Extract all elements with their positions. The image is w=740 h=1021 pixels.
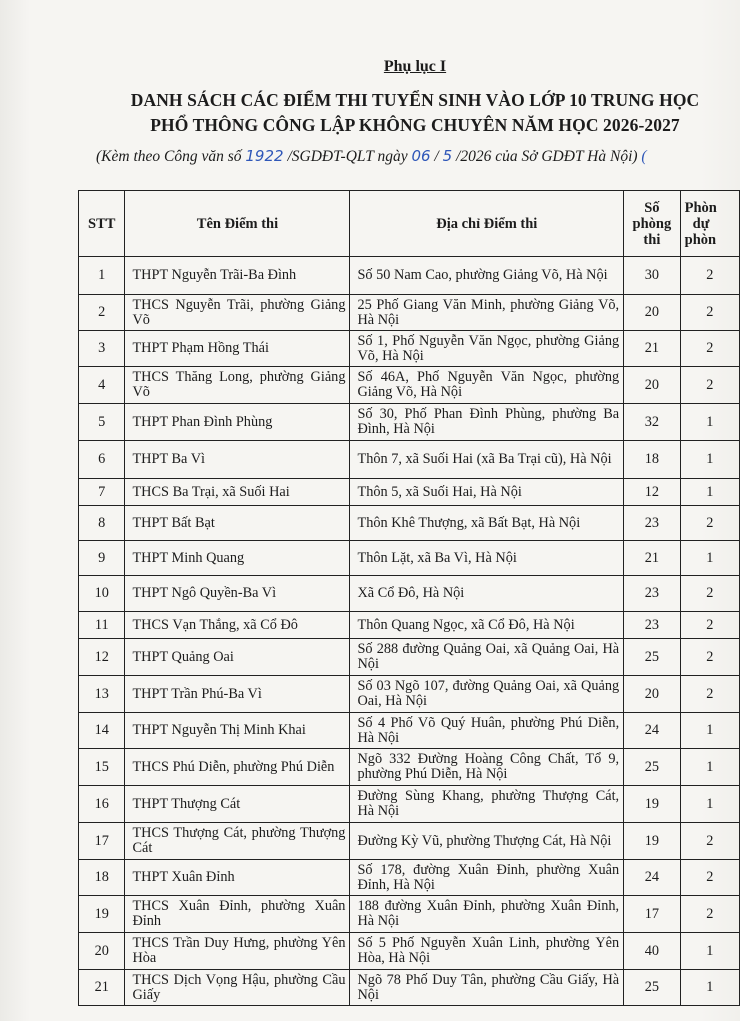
document-title-line-2: PHỔ THÔNG CÔNG LẬP KHÔNG CHUYÊN NĂM HỌC 2026-2027 [150, 115, 680, 135]
row-rooms: 17 [624, 896, 681, 933]
row-address: Ngõ 78 Phố Duy Tân, phường Cầu Giấy, Hà Nội [350, 970, 624, 1006]
row-address: Đường Sùng Khang, phường Thượng Cát, Hà Nội [350, 786, 624, 823]
table-row [79, 676, 740, 713]
row-extra: 1 [680, 749, 739, 786]
table-row [79, 506, 740, 541]
row-extra: 2 [680, 676, 739, 713]
row-extra: 2 [680, 295, 739, 331]
row-rooms: 21 [624, 331, 681, 367]
row-name: THPT Quảng Oai [125, 639, 350, 676]
exam-locations-table [78, 190, 740, 1006]
row-name: THCS Xuân Đỉnh, phường Xuân Đỉnh [125, 896, 350, 933]
table-row [79, 786, 740, 823]
row-stt: 20 [79, 933, 125, 970]
row-name: THCS Nguyễn Trãi, phường Giảng Võ [125, 295, 350, 331]
row-stt: 9 [79, 541, 125, 576]
row-address: Số 288 đường Quảng Oai, xã Quảng Oai, Hà Nội [350, 639, 624, 676]
row-rooms: 20 [624, 676, 681, 713]
row-extra: 2 [680, 823, 739, 860]
table-header-row [79, 191, 740, 257]
row-extra: 2 [680, 612, 739, 639]
row-name: THCS Phú Diễn, phường Phú Diễn [125, 749, 350, 786]
row-rooms: 32 [624, 404, 681, 441]
row-stt: 6 [79, 441, 125, 479]
column-header-address: Địa chỉ Điểm thi [350, 191, 624, 257]
row-extra: 2 [680, 860, 739, 896]
row-rooms: 21 [624, 541, 681, 576]
row-extra: 1 [680, 933, 739, 970]
row-name: THCS Thượng Cát, phường Thượng Cát [125, 823, 350, 860]
row-stt: 10 [79, 576, 125, 612]
row-extra: 2 [680, 576, 739, 612]
row-stt: 11 [79, 612, 125, 639]
row-rooms: 25 [624, 639, 681, 676]
row-extra: 2 [680, 639, 739, 676]
table-row [79, 639, 740, 676]
row-stt: 3 [79, 331, 125, 367]
row-stt: 15 [79, 749, 125, 786]
column-header-extra: Phòn dự phòn [680, 191, 739, 257]
row-stt: 13 [79, 676, 125, 713]
row-name: THPT Thượng Cát [125, 786, 350, 823]
row-rooms: 19 [624, 823, 681, 860]
document-reference: (Kèm theo Công văn số 1922 /SGDĐT-QLT ngày 06 / 5 /2026 của Sở GDĐT Hà Nội) ( [96, 147, 647, 165]
row-address: 188 đường Xuân Đỉnh, phường Xuân Đỉnh, Hà Nội [350, 896, 624, 933]
document-title-line-1: DANH SÁCH CÁC ĐIỂM THI TUYỂN SINH VÀO LỚP 10 TRUNG HỌC [130, 90, 700, 110]
row-name: THPT Nguyễn Trãi-Ba Đình [125, 257, 350, 295]
row-extra: 1 [680, 970, 739, 1006]
row-address: Thôn Quang Ngọc, xã Cổ Đô, Hà Nội [350, 612, 624, 639]
row-rooms: 20 [624, 367, 681, 404]
row-address: Số 30, Phố Phan Đình Phùng, phường Ba Đình, Hà Nội [350, 404, 624, 441]
row-address: Số 03 Ngõ 107, đường Quảng Oai, xã Quảng Oai, Hà Nội [350, 676, 624, 713]
table-row [79, 749, 740, 786]
table-row [79, 860, 740, 896]
row-extra: 2 [680, 257, 739, 295]
row-name: THPT Ngô Quyền-Ba Vì [125, 576, 350, 612]
row-rooms: 23 [624, 576, 681, 612]
row-rooms: 25 [624, 970, 681, 1006]
row-extra: 1 [680, 786, 739, 823]
row-address: Số 178, đường Xuân Đỉnh, phường Xuân Đỉnh, Hà Nội [350, 860, 624, 896]
row-rooms: 18 [624, 441, 681, 479]
row-rooms: 24 [624, 860, 681, 896]
row-rooms: 12 [624, 479, 681, 506]
row-extra: 1 [680, 479, 739, 506]
row-extra: 1 [680, 541, 739, 576]
row-stt: 5 [79, 404, 125, 441]
row-name: THPT Ba Vì [125, 441, 350, 479]
column-header-stt: STT [79, 191, 125, 257]
table-row [79, 713, 740, 749]
handwritten-document-number: 1922 [245, 147, 284, 165]
table-row [79, 970, 740, 1006]
row-stt: 18 [79, 860, 125, 896]
row-rooms: 23 [624, 612, 681, 639]
row-name: THPT Xuân Đỉnh [125, 860, 350, 896]
table-row [79, 367, 740, 404]
table-row [79, 576, 740, 612]
row-stt: 14 [79, 713, 125, 749]
row-address: Thôn 7, xã Suối Hai (xã Ba Trại cũ), Hà Nội [350, 441, 624, 479]
row-stt: 2 [79, 295, 125, 331]
row-extra: 1 [680, 713, 739, 749]
table-row [79, 441, 740, 479]
table-row [79, 404, 740, 441]
row-stt: 4 [79, 367, 125, 404]
column-header-rooms: Số phòng thi [624, 191, 681, 257]
row-rooms: 23 [624, 506, 681, 541]
row-name: THCS Trần Duy Hưng, phường Yên Hòa [125, 933, 350, 970]
row-address: Thôn Khê Thượng, xã Bất Bạt, Hà Nội [350, 506, 624, 541]
row-stt: 16 [79, 786, 125, 823]
table-row [79, 479, 740, 506]
row-extra: 1 [680, 441, 739, 479]
row-address: Ngõ 332 Đường Hoàng Công Chất, Tổ 9, phường Phú Diễn, Hà Nội [350, 749, 624, 786]
row-name: THPT Minh Quang [125, 541, 350, 576]
row-stt: 7 [79, 479, 125, 506]
row-name: THPT Phan Đình Phùng [125, 404, 350, 441]
row-rooms: 25 [624, 749, 681, 786]
row-stt: 17 [79, 823, 125, 860]
row-address: Số 50 Nam Cao, phường Giảng Võ, Hà Nội [350, 257, 624, 295]
row-rooms: 20 [624, 295, 681, 331]
handwritten-month: 5 [442, 147, 453, 165]
row-rooms: 30 [624, 257, 681, 295]
row-address: Số 1, Phố Nguyễn Văn Ngọc, phường Giảng Võ, Hà Nội [350, 331, 624, 367]
row-name: THCS Vạn Thắng, xã Cổ Đô [125, 612, 350, 639]
row-extra: 1 [680, 404, 739, 441]
row-stt: 8 [79, 506, 125, 541]
appendix-heading: Phụ lục I [383, 58, 447, 75]
row-extra: 2 [680, 367, 739, 404]
handwritten-day: 06 [411, 147, 431, 165]
row-extra: 2 [680, 896, 739, 933]
table-row [79, 257, 740, 295]
row-stt: 21 [79, 970, 125, 1006]
row-name: THCS Ba Trại, xã Suối Hai [125, 479, 350, 506]
row-extra: 2 [680, 331, 739, 367]
row-address: Thôn 5, xã Suối Hai, Hà Nội [350, 479, 624, 506]
row-address: 25 Phố Giang Văn Minh, phường Giảng Võ, Hà Nội [350, 295, 624, 331]
row-address: Đường Kỳ Vũ, phường Thượng Cát, Hà Nội [350, 823, 624, 860]
table-row [79, 295, 740, 331]
row-stt: 12 [79, 639, 125, 676]
row-name: THCS Dịch Vọng Hậu, phường Cầu Giấy [125, 970, 350, 1006]
table-row [79, 823, 740, 860]
column-header-name: Tên Điểm thi [125, 191, 350, 257]
row-name: THCS Thăng Long, phường Giảng Võ [125, 367, 350, 404]
row-name: THPT Phạm Hồng Thái [125, 331, 350, 367]
row-address: Số 4 Phố Võ Quý Huân, phường Phú Diễn, Hà Nội [350, 713, 624, 749]
table-row [79, 933, 740, 970]
row-extra: 2 [680, 506, 739, 541]
row-name: THPT Bất Bạt [125, 506, 350, 541]
row-rooms: 40 [624, 933, 681, 970]
row-name: THPT Nguyễn Thị Minh Khai [125, 713, 350, 749]
row-rooms: 19 [624, 786, 681, 823]
row-name: THPT Trần Phú-Ba Vì [125, 676, 350, 713]
table-row [79, 896, 740, 933]
row-address: Số 46A, Phố Nguyễn Văn Ngọc, phường Giảng Võ, Hà Nội [350, 367, 624, 404]
row-stt: 19 [79, 896, 125, 933]
table-row [79, 612, 740, 639]
row-address: Thôn Lặt, xã Ba Vì, Hà Nội [350, 541, 624, 576]
row-address: Số 5 Phố Nguyễn Xuân Linh, phường Yên Hòa, Hà Nội [350, 933, 624, 970]
row-address: Xã Cổ Đô, Hà Nội [350, 576, 624, 612]
table-row [79, 331, 740, 367]
table-row [79, 541, 740, 576]
row-stt: 1 [79, 257, 125, 295]
row-rooms: 24 [624, 713, 681, 749]
